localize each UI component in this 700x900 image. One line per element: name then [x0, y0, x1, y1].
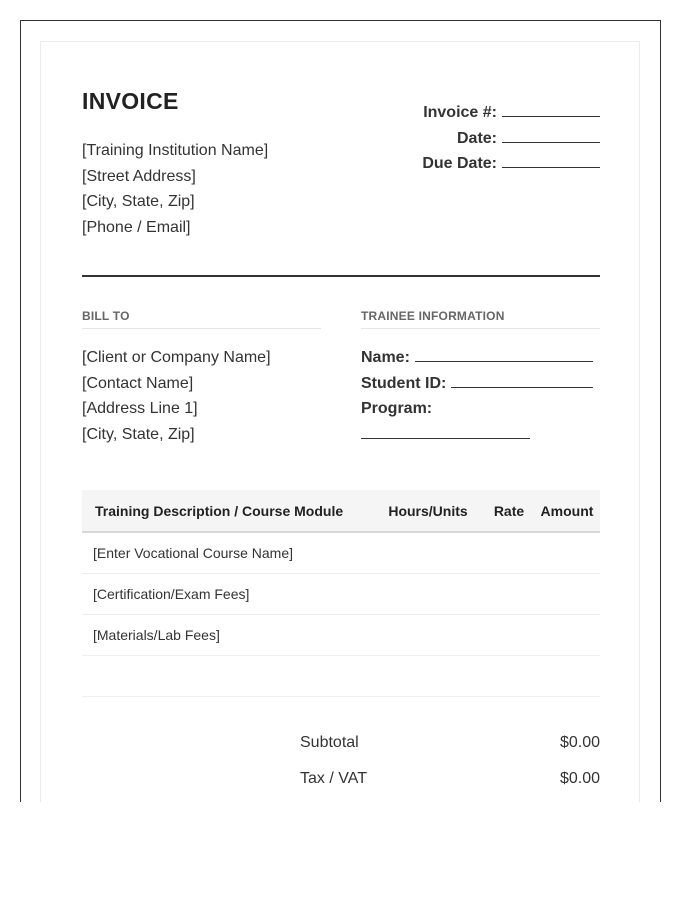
- row-hours[interactable]: [372, 574, 484, 615]
- trainee-info-heading: TRAINEE INFORMATION: [361, 309, 600, 329]
- row-rate[interactable]: [484, 656, 534, 697]
- trainee-name-label: Name:: [361, 349, 410, 366]
- trainee-name-blank[interactable]: [415, 347, 593, 362]
- row-description[interactable]: [Enter Vocational Course Name]: [82, 532, 372, 574]
- program-blank[interactable]: [361, 424, 530, 439]
- invoice-number-label: Invoice #:: [423, 104, 497, 121]
- col-header-rate: Rate: [484, 490, 534, 532]
- program-blank-row: [361, 422, 593, 448]
- totals-block: [300, 734, 600, 806]
- col-header-description: Training Description / Course Module: [82, 490, 372, 532]
- tax-label: Tax / VAT: [300, 770, 367, 787]
- row-rate[interactable]: [484, 574, 534, 615]
- student-id-row: [361, 371, 593, 397]
- row-hours[interactable]: [372, 532, 484, 574]
- row-amount[interactable]: [534, 532, 600, 574]
- col-header-amount: Amount: [534, 490, 600, 532]
- program-row: [361, 396, 593, 422]
- due-date-label: Due Date:: [422, 155, 497, 172]
- col-header-hours: Hours/Units: [372, 490, 484, 532]
- table-row: [82, 532, 600, 574]
- row-amount[interactable]: [534, 615, 600, 656]
- invoice-date-blank[interactable]: [502, 128, 600, 143]
- row-description[interactable]: [82, 656, 372, 697]
- line-items-table: [82, 490, 600, 697]
- tax-value: $0.00: [559, 770, 600, 787]
- row-amount[interactable]: [534, 574, 600, 615]
- institution-street: [Street Address]: [82, 167, 196, 185]
- institution-city: [City, State, Zip]: [82, 193, 195, 210]
- institution-address: [82, 138, 268, 240]
- due-date-blank[interactable]: [502, 153, 600, 168]
- invoice-number-row: [422, 100, 600, 126]
- student-id-blank[interactable]: [451, 373, 593, 388]
- row-description[interactable]: [Materials/Lab Fees]: [82, 615, 372, 656]
- bill-to-line: [Contact Name]: [82, 374, 194, 392]
- invoice-title: INVOICE: [82, 88, 179, 114]
- trainee-name-row: [361, 345, 593, 371]
- bill-to-line: [City, State, Zip]: [82, 426, 195, 444]
- invoice-meta: [422, 100, 600, 177]
- bill-to-block: [82, 345, 271, 448]
- row-rate[interactable]: [484, 532, 534, 574]
- subtotal-value: $0.00: [559, 734, 600, 751]
- student-id-label: Student ID:: [361, 374, 447, 392]
- institution-name: [Training Institution Name]: [82, 142, 269, 159]
- invoice-date-label: Date:: [456, 129, 497, 147]
- due-date-row: [422, 151, 600, 177]
- table-row: [82, 656, 600, 697]
- bill-to-heading: BILL TO: [82, 309, 321, 329]
- tax-row: [300, 770, 600, 806]
- row-amount[interactable]: [534, 656, 600, 697]
- subtotal-row: [300, 734, 600, 770]
- trainee-block: [361, 345, 593, 448]
- invoice-number-blank[interactable]: [502, 102, 600, 117]
- program-label: Program:: [361, 400, 433, 418]
- institution-contact: [Phone / Email]: [82, 218, 191, 236]
- table-header-row: [82, 490, 600, 532]
- row-hours[interactable]: [372, 656, 484, 697]
- table-row: [82, 574, 600, 615]
- row-hours[interactable]: [372, 615, 484, 656]
- subtotal-label: Subtotal: [300, 734, 359, 751]
- bill-to-line: [Client or Company Name]: [82, 349, 271, 366]
- header-divider: [82, 275, 600, 277]
- bill-to-line: [Address Line 1]: [82, 400, 198, 418]
- invoice-date-row: [422, 126, 600, 152]
- table-row: [82, 615, 600, 656]
- row-rate[interactable]: [484, 615, 534, 656]
- row-description[interactable]: [Certification/Exam Fees]: [82, 574, 372, 615]
